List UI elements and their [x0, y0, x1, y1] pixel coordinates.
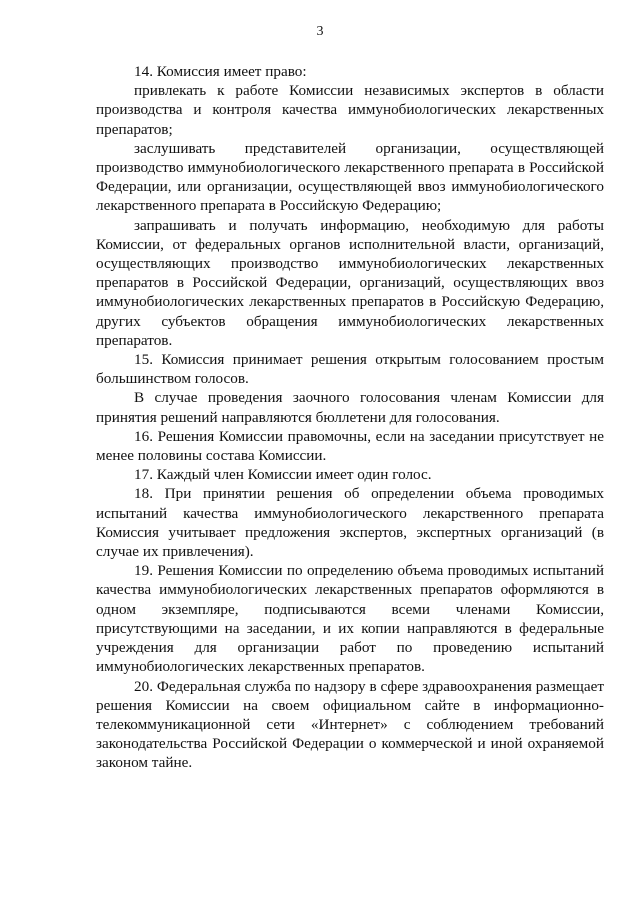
paragraph-19: 19. Решения Комиссии по определению объема проводимых испытаний качества иммунобиологических лекарственных препаратов оформляются в одном экземпляре, подписываются всеми членами Комиссии, присутствующими на заседании, и их копии направляются в федеральные учреждения для организации работ по проведению испытаний иммунобиологических лекарственных препаратов.	[96, 562, 604, 676]
paragraph-14-hearing: заслушивать представителей организации, осуществляющей производство иммунобиологического лекарственного препарата в Российской Федерации, или организации, осуществляющей ввоз иммунобиологического лекарственного препарата в Российскую Федерацию;	[96, 139, 604, 215]
paragraph-14-information: запрашивать и получать информацию, необходимую для работы Комиссии, от федеральных органов исполнительной власти, организаций, осуществляющих производство иммунобиологических лекарственных препаратов в Российской Федерации, организаций, осуществляющих ввоз иммунобиологических лекарственных препаратов в Российскую Федерацию, других субъектов обращения иммунобиологических лекарственных препаратов.	[96, 216, 604, 349]
paragraph-20: 20. Федеральная служба по надзору в сфере здравоохранения размещает решения Комиссии на своем официальном сайте в информационно-телекоммуникационной сети «Интернет» с соблюдением требований законодательства Российской Федерации о коммерческой и иной охраняемой законом тайне.	[96, 677, 604, 772]
paragraph-15-absentee: В случае проведения заочного голосования членам Комиссии для принятия решений направляются бюллетени для голосования.	[96, 389, 604, 426]
paragraph-14-experts: привлекать к работе Комиссии независимых экспертов в области производства и контроля качества иммунобиологических лекарственных препаратов;	[96, 82, 604, 138]
paragraph-17: 17. Каждый член Комиссии имеет один голос.	[134, 466, 432, 484]
paragraph-14-heading: 14. Комиссия имеет право:	[134, 63, 307, 80]
paragraph-15: 15. Комиссия принимает решения открытым голосованием простым большинством голосов.	[96, 351, 604, 388]
paragraph-18: 18. При принятии решения об определении объема проводимых испытаний качества иммунобиологического лекарственного препарата Комиссия учитывает предложения экспертов, экспертных организаций (в случае их привлечения).	[96, 485, 604, 561]
paragraph-16: 16. Решения Комиссии правомочны, если на заседании присутствует не менее половины состава Комиссии.	[96, 427, 604, 465]
page-number: 3	[316, 24, 324, 39]
document-body	[96, 62, 604, 773]
